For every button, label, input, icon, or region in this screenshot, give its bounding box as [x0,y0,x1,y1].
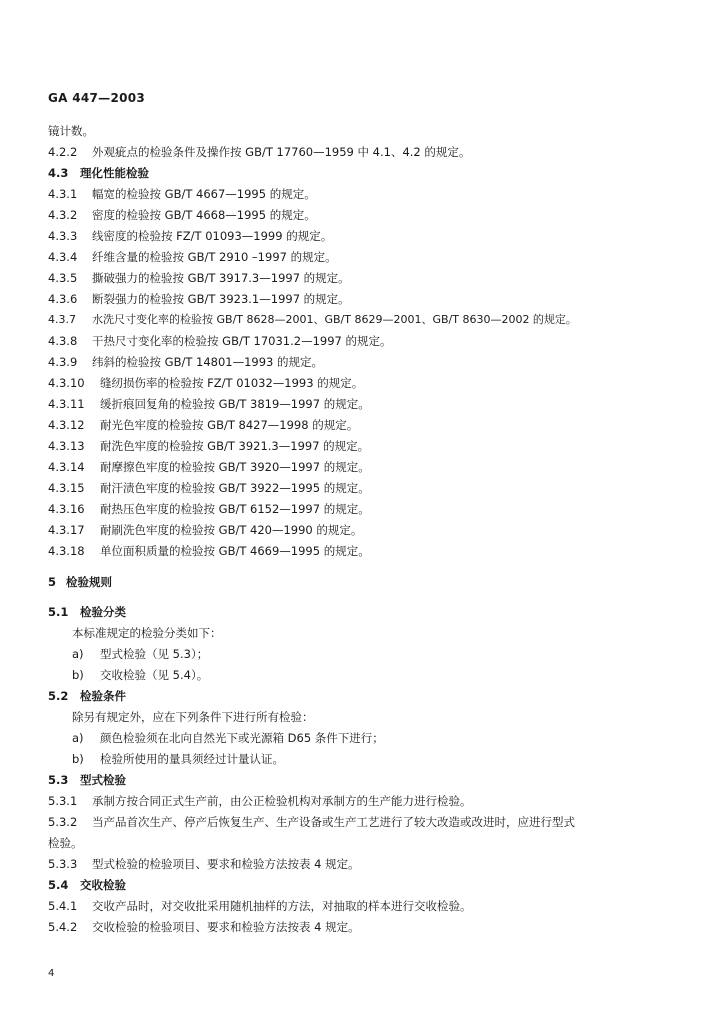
text-line: 镜计数。 [48,124,94,138]
text-line: 4.3.18 单位面积质量的检验按 GB/T 4669—1995 的规定。 [48,544,370,558]
text-line: 4.3.5 撕破强力的检验按 GB/T 3917.3—1997 的规定。 [48,271,350,285]
list-item: a) 型式检验（见 5.3）； [72,647,209,661]
list-item: b) 检验所使用的量具须经过计量认证。 [72,752,284,766]
section-heading: 5.4 交收检验 [48,878,126,892]
page-number: 4 [48,968,55,979]
text-line: 4.3.8 干热尺寸变化率的检验按 GB/T 17031.2—1997 的规定。 [48,334,392,348]
text-line: 4.3.6 断裂强力的检验按 GB/T 3923.1—1997 的规定。 [48,292,350,306]
section-heading: 5.1 检验分类 [48,605,126,619]
text-line: 4.3.14 耐摩擦色牢度的检验按 GB/T 3920—1997 的规定。 [48,460,370,474]
text-line: 4.3.4 纤维含量的检验按 GB/T 2910 –1997 的规定。 [48,250,337,264]
text-line: 本标准规定的检验分类如下： [72,626,222,640]
section-heading: 5.2 检验条件 [48,689,126,703]
chapter-heading: 5 检验规则 [48,575,112,589]
text-line: 检验。 [48,836,83,850]
text-line: 5.3.1 承制方按合同正式生产前，由公正检验机构对承制方的生产能力进行检验。 [48,794,472,808]
text-line: 4.3.11 缓折痕回复角的检验按 GB/T 3819—1997 的规定。 [48,397,370,411]
text-line: 4.3.16 耐热压色牢度的检验按 GB/T 6152—1997 的规定。 [48,502,370,516]
text-line: 4.3.9 纬斜的检验按 GB/T 14801—1993 的规定。 [48,355,324,369]
text-line: 5.3.3 型式检验的检验项目、要求和检验方法按表 4 规定。 [48,857,360,871]
section-heading: 4.3 理化性能检验 [48,166,149,180]
text-line: 4.3.3 线密度的检验按 FZ/T 01093—1999 的规定。 [48,229,333,243]
list-item: b) 交收检验（见 5.4）。 [72,668,209,682]
text-line: 5.4.2 交收检验的检验项目、要求和检验方法按表 4 规定。 [48,920,360,934]
standard-id: GA 447—2003 [48,91,146,105]
text-line: 4.3.10 缝纫损伤率的检验按 FZ/T 01032—1993 的规定。 [48,376,364,390]
text-line: 4.3.12 耐光色牢度的检验按 GB/T 8427—1998 的规定。 [48,418,359,432]
text-line: 5.4.1 交收产品时，对交收批采用随机抽样的方法，对抽取的样本进行交收检验。 [48,899,472,913]
list-item: a) 颜色检验须在北向自然光下或光源箱 D65 条件下进行； [72,731,384,745]
text-line: 4.3.17 耐刷洗色牢度的检验按 GB/T 420—1990 的规定。 [48,523,363,537]
text-line: 4.3.2 密度的检验按 GB/T 4668—1995 的规定。 [48,208,316,222]
section-heading: 5.3 型式检验 [48,773,126,787]
text-line: 4.2.2 外观疵点的检验条件及操作按 GB/T 17760—1959 中 4.1、4.2 的规定。 [48,145,471,159]
text-line: 5.3.2 当产品首次生产、停产后恢复生产、生产设备或生产工艺进行了较大改造或改进时，应进行型式 [48,815,575,829]
text-line: 4.3.13 耐洗色牢度的检验按 GB/T 3921.3—1997 的规定。 [48,439,370,453]
text-line: 4.3.7 水洗尺寸变化率的检验按 GB/T 8628—2001、GB/T 8629—2001、GB/T 8630—2002 的规定。 [48,313,577,326]
text-line: 除另有规定外，应在下列条件下进行所有检验： [72,710,314,724]
text-line: 4.3.15 耐汗渍色牢度的检验按 GB/T 3922—1995 的规定。 [48,481,370,495]
text-line: 4.3.1 幅宽的检验按 GB/T 4667—1995 的规定。 [48,187,316,201]
